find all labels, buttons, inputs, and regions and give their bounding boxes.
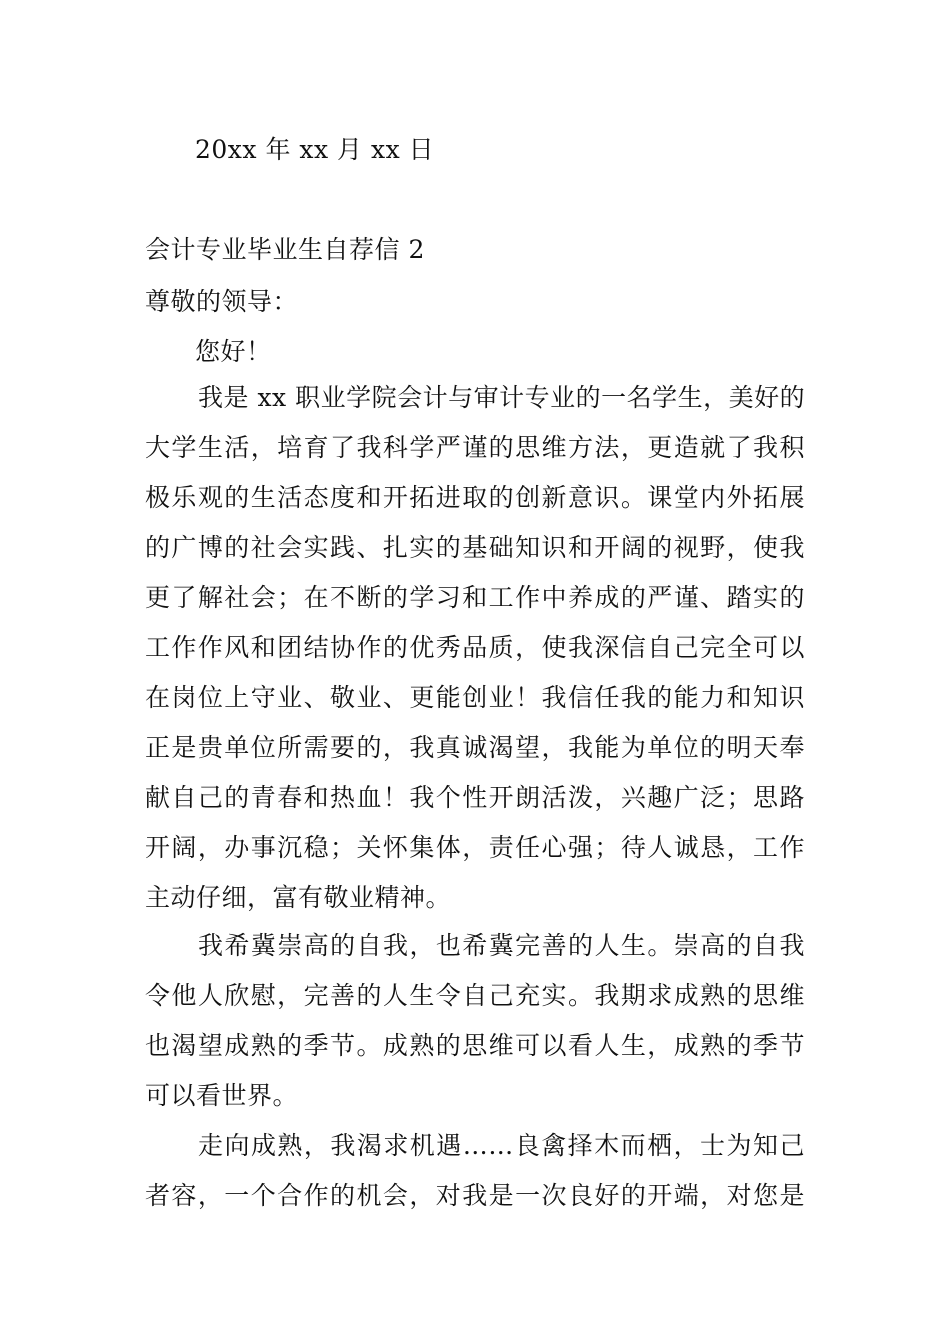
- paragraph-2-line-2: 令他人欣慰，完善的人生令自己充实。我期求成熟的思维: [145, 981, 805, 1010]
- paragraph-1-line-4: 的广博的社会实践、扎实的基础知识和开阔的视野，使我: [145, 533, 805, 562]
- paragraph-1-line-8: 正是贵单位所需要的，我真诚渴望，我能为单位的明天奉: [145, 733, 805, 762]
- paragraph-1-line-1: 我是 xx 职业学院会计与审计专业的一名学生，美好的: [198, 383, 806, 412]
- paragraph-1-line-7: 在岗位上守业、敬业、更能创业！我信任我的能力和知识: [145, 683, 805, 712]
- paragraph-1-line-2: 大学生活，培育了我科学严谨的思维方法，更造就了我积: [145, 433, 805, 462]
- paragraph-2-line-1: 我希冀崇高的自我，也希冀完善的人生。崇高的自我: [198, 931, 805, 960]
- paragraph-1-line-3: 极乐观的生活态度和开拓进取的创新意识。课堂内外拓展: [145, 483, 805, 512]
- paragraph-1-line-6: 工作作风和团结协作的优秀品质，使我深信自己完全可以: [145, 633, 805, 662]
- letter-title: 会计专业毕业生自荐信 2: [145, 235, 425, 264]
- paragraph-1-line-5: 更了解社会；在不断的学习和工作中养成的严谨、踏实的: [145, 583, 805, 612]
- paragraph-1-line-9: 献自己的青春和热血！我个性开朗活泼，兴趣广泛；思路: [145, 783, 805, 812]
- salutation: 尊敬的领导：: [145, 287, 299, 316]
- greeting: 您好！: [195, 337, 272, 366]
- paragraph-2-line-4: 可以看世界。: [145, 1081, 299, 1110]
- paragraph-3-line-1: 走向成熟，我渴求机遇……良禽择木而栖，士为知己: [198, 1131, 805, 1160]
- paragraph-1-line-10: 开阔，办事沉稳；关怀集体，责任心强；待人诚恳，工作: [145, 833, 805, 862]
- paragraph-2-line-3: 也渴望成熟的季节。成熟的思维可以看人生，成熟的季节: [145, 1031, 805, 1060]
- paragraph-1-line-11: 主动仔细，富有敬业精神。: [145, 883, 452, 912]
- date-line: 20xx 年 xx 月 xx 日: [195, 135, 435, 164]
- paragraph-3-line-2: 者容，一个合作的机会，对我是一次良好的开端，对您是: [145, 1181, 805, 1210]
